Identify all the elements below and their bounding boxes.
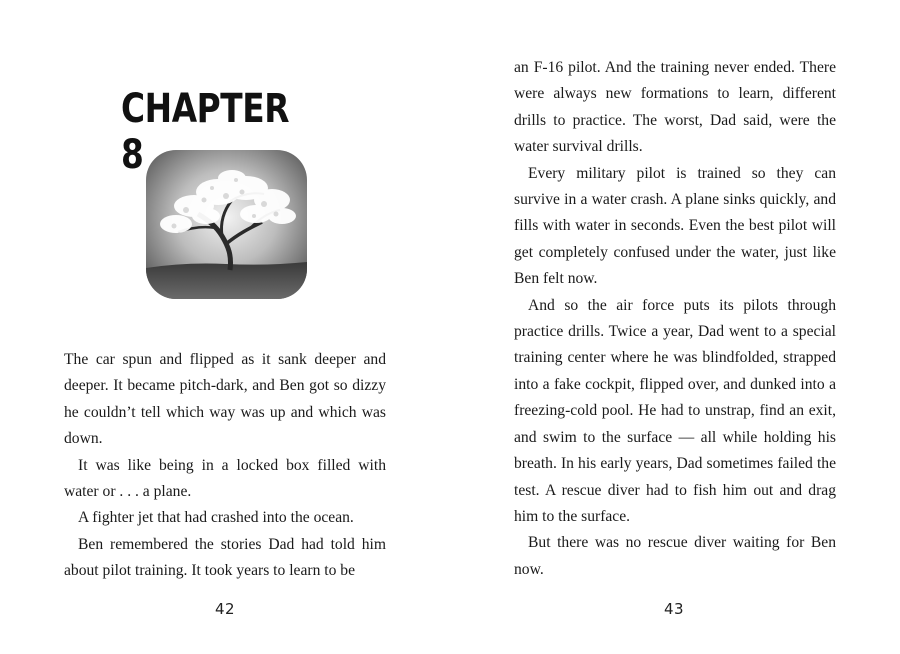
paragraph: It was like being in a locked box filled with water or . . . a plane. <box>64 456 386 501</box>
paragraph: Ben remembered the stories Dad had told him about pilot training. It took years to learn to be <box>64 535 386 580</box>
paragraph: And so the air force puts its pilots through practice drills. Twice a year, Dad went to a special training center where he was blindfolded, strapped into a fake cockpit, flipped over, and dunked into a freezing-cold pool. He had to unstrap, find an exit, and swim to the surface — all while holding his breath. In his early years, Dad sometimes failed the test. A rescue diver had to fish him out and drag him to the surface. <box>514 296 836 525</box>
paragraph: The car spun and flipped as it sank deeper and deeper. It became pitch-dark, and Ben got so dizzy he couldn’t tell which way was up and which was down. <box>64 351 386 448</box>
paragraph: A fighter jet that had crashed into the ocean. <box>78 509 354 527</box>
page-number: 42 <box>214 600 236 618</box>
paragraph: an F-16 pilot. And the training never ended. There were always new formations to learn, different drills to practice. The worst, Dad said, were the water survival drills. <box>514 59 836 156</box>
right-page-text <box>514 55 836 583</box>
paragraph: Every military pilot is trained so they can survive in a water crash. A plane sinks quickly, and fills with water in seconds. Even the best pilot will get completely confused under the water, just like Ben felt now. <box>514 164 836 288</box>
cherry-blossom-tree-icon <box>146 150 307 299</box>
chapter-title: CHAPTER 8 <box>121 86 290 178</box>
left-page-text <box>64 347 386 585</box>
paragraph: But there was no rescue diver waiting for Ben now. <box>514 534 836 578</box>
page-number: 43 <box>663 600 685 618</box>
